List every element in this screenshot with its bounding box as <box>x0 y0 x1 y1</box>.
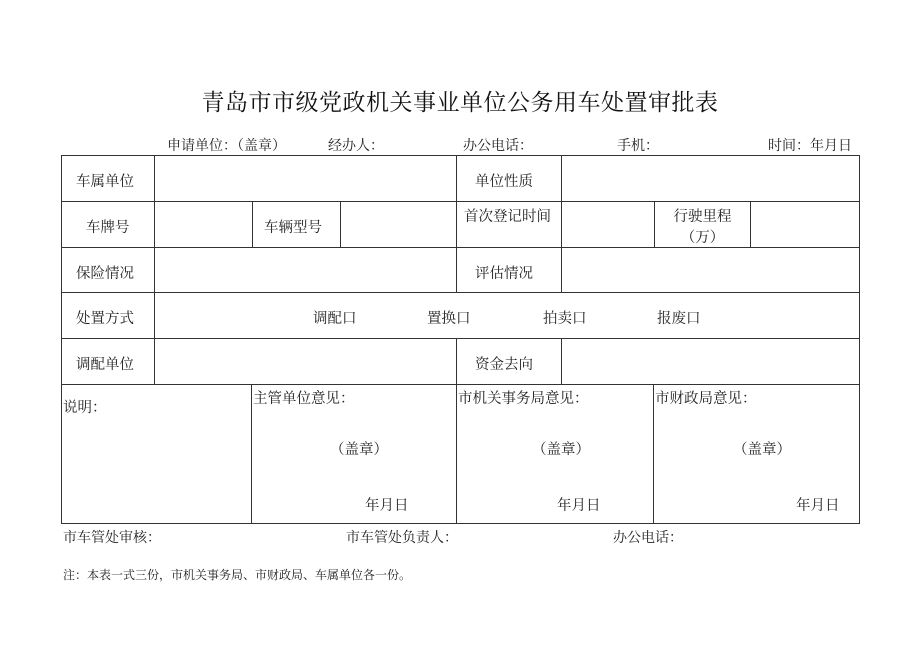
applicant-unit-label: 申请单位：（盖章） <box>167 138 286 154</box>
footer-office-phone-label: 办公电话： <box>613 530 683 546</box>
explanation-label: 说明： <box>63 400 107 416</box>
supervisor-opinion-label: 主管单位意见： <box>253 391 355 407</box>
disposal-method-label: 处置方式 <box>76 311 134 327</box>
note-text: 注：本表一式三份，市机关事务局、市财政局、车属单位各一份。 <box>63 568 412 582</box>
office-phone-label: 办公电话： <box>463 138 533 154</box>
handler-label: 经办人： <box>328 138 384 154</box>
supervisor-seal: （盖章） <box>330 442 388 458</box>
finance-bureau-opinion-label: 市财政局意见： <box>655 391 757 407</box>
vehicle-model-label: 车辆型号 <box>264 220 322 236</box>
option-scrap[interactable]: 报废口 <box>657 311 701 327</box>
plate-number-label: 车牌号 <box>86 220 130 236</box>
time-label: 时间：年月日 <box>768 138 852 154</box>
option-auction[interactable]: 拍卖口 <box>543 311 587 327</box>
supervisor-date: 年月日 <box>365 498 409 514</box>
option-replacement[interactable]: 置换口 <box>427 311 471 327</box>
review-label: 市车管处审核： <box>63 530 161 546</box>
assessment-label: 评估情况 <box>475 266 533 282</box>
option-allocation[interactable]: 调配口 <box>313 311 357 327</box>
mileage-label: 行驶里程 <box>673 209 732 225</box>
form-title: 青岛市市级党政机关事业单位公务用车处置审批表 <box>201 90 719 116</box>
unit-nature-label: 单位性质 <box>475 174 533 190</box>
fund-destination-label: 资金去向 <box>475 357 533 373</box>
first-registration-label: 首次登记时间 <box>464 209 551 225</box>
mobile-label: 手机： <box>617 138 659 154</box>
finance-bureau-date: 年月日 <box>796 498 840 514</box>
affairs-bureau-date: 年月日 <box>557 498 601 514</box>
mileage-unit-label: （万） <box>680 230 725 246</box>
finance-bureau-seal: （盖章） <box>733 442 791 458</box>
insurance-label: 保险情况 <box>76 266 134 282</box>
affairs-bureau-seal: （盖章） <box>532 442 590 458</box>
head-label: 市车管处负责人： <box>346 530 458 546</box>
allocation-unit-label: 调配单位 <box>76 357 134 373</box>
vehicle-owner-unit-label: 车属单位 <box>76 174 134 190</box>
affairs-bureau-opinion-label: 市机关事务局意见： <box>458 391 589 407</box>
